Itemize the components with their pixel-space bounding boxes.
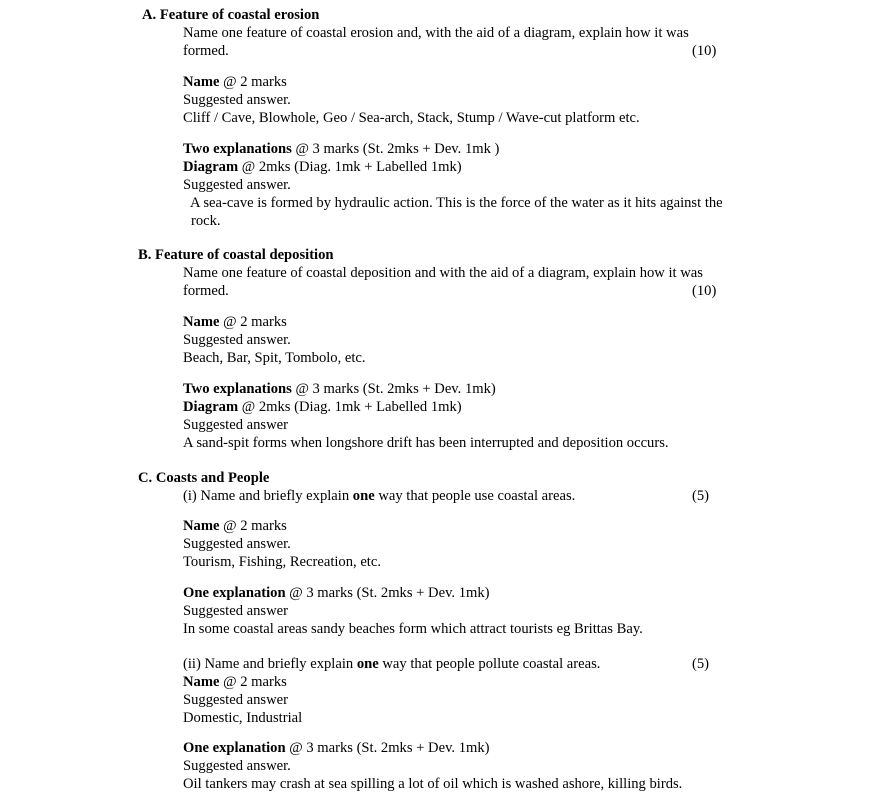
section-a-explain-answer-line1: A sea-cave is formed by hydraulic action. This is the force of the water as it hits against the: [190, 195, 723, 211]
section-c-q1-name-suggested: Suggested answer.: [183, 536, 291, 552]
section-a-explain-suggested: Suggested answer.: [183, 177, 291, 193]
section-b-explain-suggested: Suggested answer: [183, 417, 288, 433]
section-b-name-answer: Beach, Bar, Spit, Tombolo, etc.: [183, 350, 366, 366]
section-c-q2-name-suggested: Suggested answer: [183, 692, 288, 708]
section-b-question-line2: formed.: [183, 283, 229, 299]
section-c-q1-name-marks: @ 2 marks: [219, 518, 287, 534]
section-a-question-line2: formed.: [183, 43, 229, 59]
section-c-q2-name-answer: Domestic, Industrial: [183, 710, 303, 726]
section-c-q2-explain-marks: @ 3 marks (St. 2mks + Dev. 1mk): [285, 740, 490, 756]
section-a-explain-marks: @ 3 marks (St. 2mks + Dev. 1mk ): [291, 141, 500, 157]
section-b-name-row: [183, 313, 287, 331]
section-c-q1-question: [183, 487, 575, 505]
section-c-q2-explain-answer: Oil tankers may crash at sea spilling a lot of oil which is washed ashore, killing birds.: [183, 776, 683, 792]
section-a-name-answer: Cliff / Cave, Blowhole, Geo / Sea-arch, Stack, Stump / Wave-cut platform etc.: [183, 110, 640, 126]
section-a-marks: (10): [692, 43, 717, 59]
section-a-explain-label: Two explanations: [183, 141, 292, 157]
section-c-q2-explain-suggested: Suggested answer.: [183, 758, 291, 774]
section-c-q2-post: way that people pollute coastal areas.: [378, 656, 601, 672]
section-a-diagram-row: [183, 158, 462, 176]
section-b-name-marks: @ 2 marks: [219, 314, 287, 330]
section-c-q2-name-marks: @ 2 marks: [219, 674, 287, 690]
section-b-diagram-row: [183, 398, 462, 416]
section-c-q1-post: way that people use coastal areas.: [374, 488, 576, 504]
section-c-q2-explain-label: One explanation: [183, 740, 286, 756]
section-a-name-label: Name: [183, 74, 220, 90]
section-b-marks: (10): [692, 283, 717, 299]
section-b-explain-answer: A sand-spit forms when longshore drift has been interrupted and deposition occurs.: [183, 435, 669, 451]
section-c-q1-explain-label: One explanation: [183, 585, 286, 601]
section-c-q2-explain-row: [183, 739, 490, 757]
section-a-heading: A. Feature of coastal erosion: [142, 7, 320, 23]
section-a-question-line1: Name one feature of coastal erosion and, with the aid of a diagram, explain how it was: [183, 25, 689, 41]
section-c-q1-marks: (5): [692, 488, 710, 504]
section-a-explain-answer-line2: rock.: [191, 213, 221, 229]
section-c-q1-explain-row: [183, 584, 490, 602]
section-c-q2-name-label: Name: [183, 674, 220, 690]
section-b-question-line1: Name one feature of coastal deposition and with the aid of a diagram, explain how it was: [183, 265, 703, 281]
section-c-q1-bold: one: [352, 488, 375, 504]
section-c-q2-question: [183, 655, 600, 673]
section-a-name-row: [183, 73, 287, 91]
section-c-q1-explain-answer: In some coastal areas sandy beaches form which attract tourists eg Brittas Bay.: [183, 621, 643, 637]
section-c-q1-explain-marks: @ 3 marks (St. 2mks + Dev. 1mk): [285, 585, 490, 601]
section-c-q2-marks: (5): [692, 656, 710, 672]
section-b-name-suggested: Suggested answer.: [183, 332, 291, 348]
section-c-q2-name-row: [183, 673, 287, 691]
section-c-q2-pre: (ii) Name and briefly explain: [183, 656, 357, 672]
section-c-q1-name-label: Name: [183, 518, 220, 534]
section-c-q1-explain-suggested: Suggested answer: [183, 603, 288, 619]
section-a-diagram-label: Diagram: [183, 159, 239, 175]
section-c-q1-name-row: [183, 517, 287, 535]
section-a-diagram-marks: @ 2mks (Diag. 1mk + Labelled 1mk): [238, 159, 462, 175]
section-b-name-label: Name: [183, 314, 220, 330]
section-a-name-marks: @ 2 marks: [219, 74, 287, 90]
section-c-q1-pre: (i) Name and briefly explain: [183, 488, 353, 504]
section-c-heading: C. Coasts and People: [138, 470, 270, 486]
section-c-q2-bold: one: [356, 656, 379, 672]
section-b-heading: B. Feature of coastal deposition: [138, 247, 334, 263]
section-c-q1-name-answer: Tourism, Fishing, Recreation, etc.: [183, 554, 381, 570]
section-b-explain-marks: @ 3 marks (St. 2mks + Dev. 1mk): [291, 381, 496, 397]
section-a-explain-row: [183, 140, 499, 158]
section-a-name-suggested: Suggested answer.: [183, 92, 291, 108]
section-b-explain-row: [183, 380, 496, 398]
section-b-diagram-marks: @ 2mks (Diag. 1mk + Labelled 1mk): [238, 399, 462, 415]
section-b-explain-label: Two explanations: [183, 381, 292, 397]
section-b-diagram-label: Diagram: [183, 399, 239, 415]
